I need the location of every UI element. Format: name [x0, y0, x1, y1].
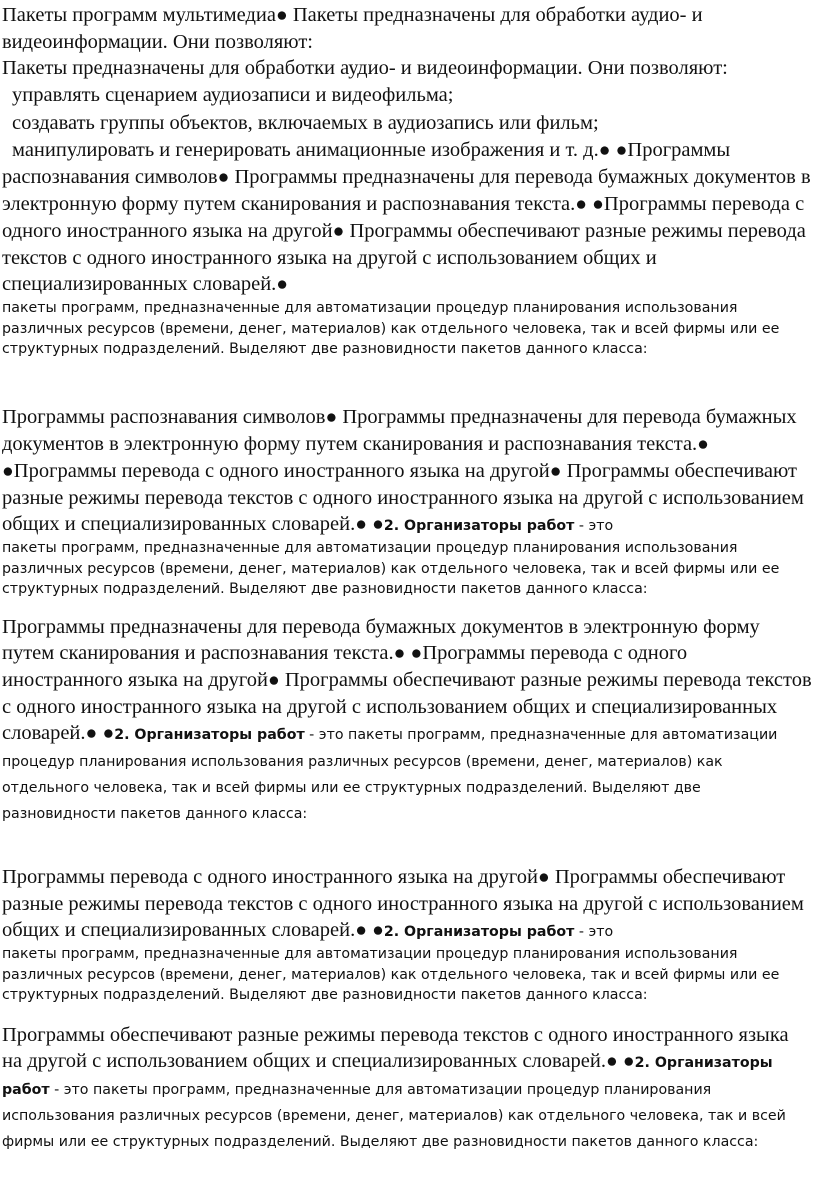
heading-translate: Программы перевода с одного иностранного языка на другой: [13, 460, 550, 482]
list-item: манипулировать и генерировать анимационные изображения и т. д.: [12, 139, 599, 161]
heading-translate: Программы перевода с одного иностранного языка на другой: [2, 642, 688, 691]
bullet-icon: ●: [606, 1051, 618, 1072]
heading-translate: Программы перевода с одного иностранного языка на другой: [2, 866, 538, 888]
block-multimedia: [2, 2, 812, 360]
bullet-icon: ●: [332, 221, 345, 242]
bullet-icon: ●: [575, 194, 588, 215]
block-translate: [2, 864, 812, 1006]
bullet-icon: ●: [393, 643, 406, 664]
text-ocr: Программы предназначены для перевода бумажных документов в электронную форму путем сканирования и распознавания текста.: [2, 616, 760, 664]
text-translate: Программы обеспечивают разные режимы перевода текстов с одного иностранного языка на другой с использованием общих и специализированных словарей.: [2, 1024, 789, 1072]
heading-ocr: Программы распознавания символов: [2, 139, 731, 188]
text-translate: Программы обеспечивают разные режимы перевода текстов с одного иностранного языка на другой с использованием общих и специализированных словарей.: [2, 220, 806, 295]
bullet-icon: ●: [355, 514, 367, 535]
heading-organizers: 2. Организаторы работ: [383, 924, 575, 940]
bullet-icon: ●: [598, 140, 611, 161]
bullet-icon: ●: [102, 723, 115, 744]
bullet-icon: ●: [267, 670, 280, 691]
bullet-icon: ●: [217, 167, 230, 188]
heading-organizers: 2. Организаторы работ: [383, 518, 575, 534]
bullet-icon: ●: [537, 867, 550, 888]
text-organizers-dash: - это: [574, 518, 614, 534]
bullet-icon: ●: [372, 920, 384, 941]
text-organizers: пакеты программ, предназначенные для автоматизации процедур планирования использования различных ресурсов (времени, денег, материалов) как отдельного человека, так и всей фирмы или ее структурных подразделений. Выделяют две разновидности пакетов данного класса:: [2, 946, 780, 1003]
heading-ocr: Программы распознавания символов: [2, 406, 326, 428]
bullet-icon: ●: [2, 461, 14, 482]
bullet-icon: ●: [549, 461, 562, 482]
block-ocr-short: [2, 614, 812, 825]
heading-organizers: 2. Организаторы работ: [114, 727, 305, 743]
block-ocr: [2, 404, 812, 600]
text-translate: Программы обеспечивают разные режимы перевода текстов с одного иностранного языка на другой с использованием общих и специализированных словарей.: [2, 669, 812, 744]
bullet-icon: ●: [592, 194, 604, 215]
bullet-icon: ●: [622, 1051, 635, 1072]
text-translate: Программы обеспечивают разные режимы перевода текстов с одного иностранного языка на другой с использованием общих и специализированных словарей.: [2, 460, 804, 535]
text-organizers-dash: - это: [574, 924, 614, 940]
paragraph-multimedia: [2, 2, 812, 55]
bullet-icon: ●: [372, 514, 384, 535]
text-ocr: Программы предназначены для перевода бумажных документов в электронную форму путем сканирования и распознавания текста.: [2, 166, 811, 215]
paragraph-ocr-short: [2, 614, 812, 825]
bullet-icon: ●: [85, 723, 98, 744]
text-organizers: - это пакеты программ, предназначенные для автоматизации процедур планирования использования различных ресурсов (времени, денег, материалов) как отдельного человека, так и всей фирмы или ее структурных подразделений. Выделяют две разновидности пакетов данного класса:: [2, 1082, 786, 1150]
text-ocr: Программы предназначены для перевода бумажных документов в электронную форму путем сканирования и распознавания текста.: [2, 406, 797, 455]
heading-multimedia: Пакеты программ мультимедиа: [2, 4, 276, 26]
paragraph-ocr-translate: [2, 137, 812, 298]
bullet-icon: ●: [410, 643, 423, 664]
heading-organizers: 2. Организаторы работ: [2, 1055, 773, 1098]
text-translate: Программы обеспечивают разные режимы перевода текстов с одного иностранного языка на другой с использованием общих и специализированных словарей.: [2, 866, 804, 941]
bullet-icon: ●: [276, 274, 289, 295]
bullet-icon: ●: [325, 407, 338, 428]
list-item: создавать группы объектов, включаемых в аудиозапись или фильм;: [12, 112, 599, 134]
text-organizers: - это пакеты программ, предназначенные для автоматизации процедур планирования использования различных ресурсов (времени, денег, материалов) как отдельного человека, так и всей фирмы или ее структурных подразделений. Выделяют две разновидности пакетов данного класса:: [2, 727, 778, 822]
paragraph-translate: [2, 864, 812, 944]
paragraph-ocr: [2, 404, 812, 538]
paragraph-multimedia-repeat: Пакеты предназначены для обработки аудио- и видеоинформации. Они позволяют:: [2, 57, 728, 79]
paragraph-translate-short: [2, 1022, 812, 1153]
block-translate-short: [2, 1022, 812, 1153]
list-item: управлять сценарием аудиозаписи и видеофильма;: [12, 84, 454, 106]
text-multimedia-intro: Пакеты предназначены для обработки аудио- и видеоинформации. Они позволяют:: [2, 4, 703, 53]
bullet-icon: ●: [275, 5, 288, 26]
bullet-icon: ●: [697, 434, 709, 455]
heading-translate: Программы перевода с одного иностранного языка на другой: [2, 193, 805, 242]
bullet-icon: ●: [355, 920, 367, 941]
bullet-icon: ●: [615, 140, 628, 161]
text-organizers: пакеты программ, предназначенные для автоматизации процедур планирования использования различных ресурсов (времени, денег, материалов) как отдельного человека, так и всей фирмы или ее структурных подразделений. Выделяют две разновидности пакетов данного класса:: [2, 300, 780, 357]
text-organizers: пакеты программ, предназначенные для автоматизации процедур планирования использования различных ресурсов (времени, денег, материалов) как отдельного человека, так и всей фирмы или ее структурных подразделений. Выделяют две разновидности пакетов данного класса:: [2, 540, 780, 597]
